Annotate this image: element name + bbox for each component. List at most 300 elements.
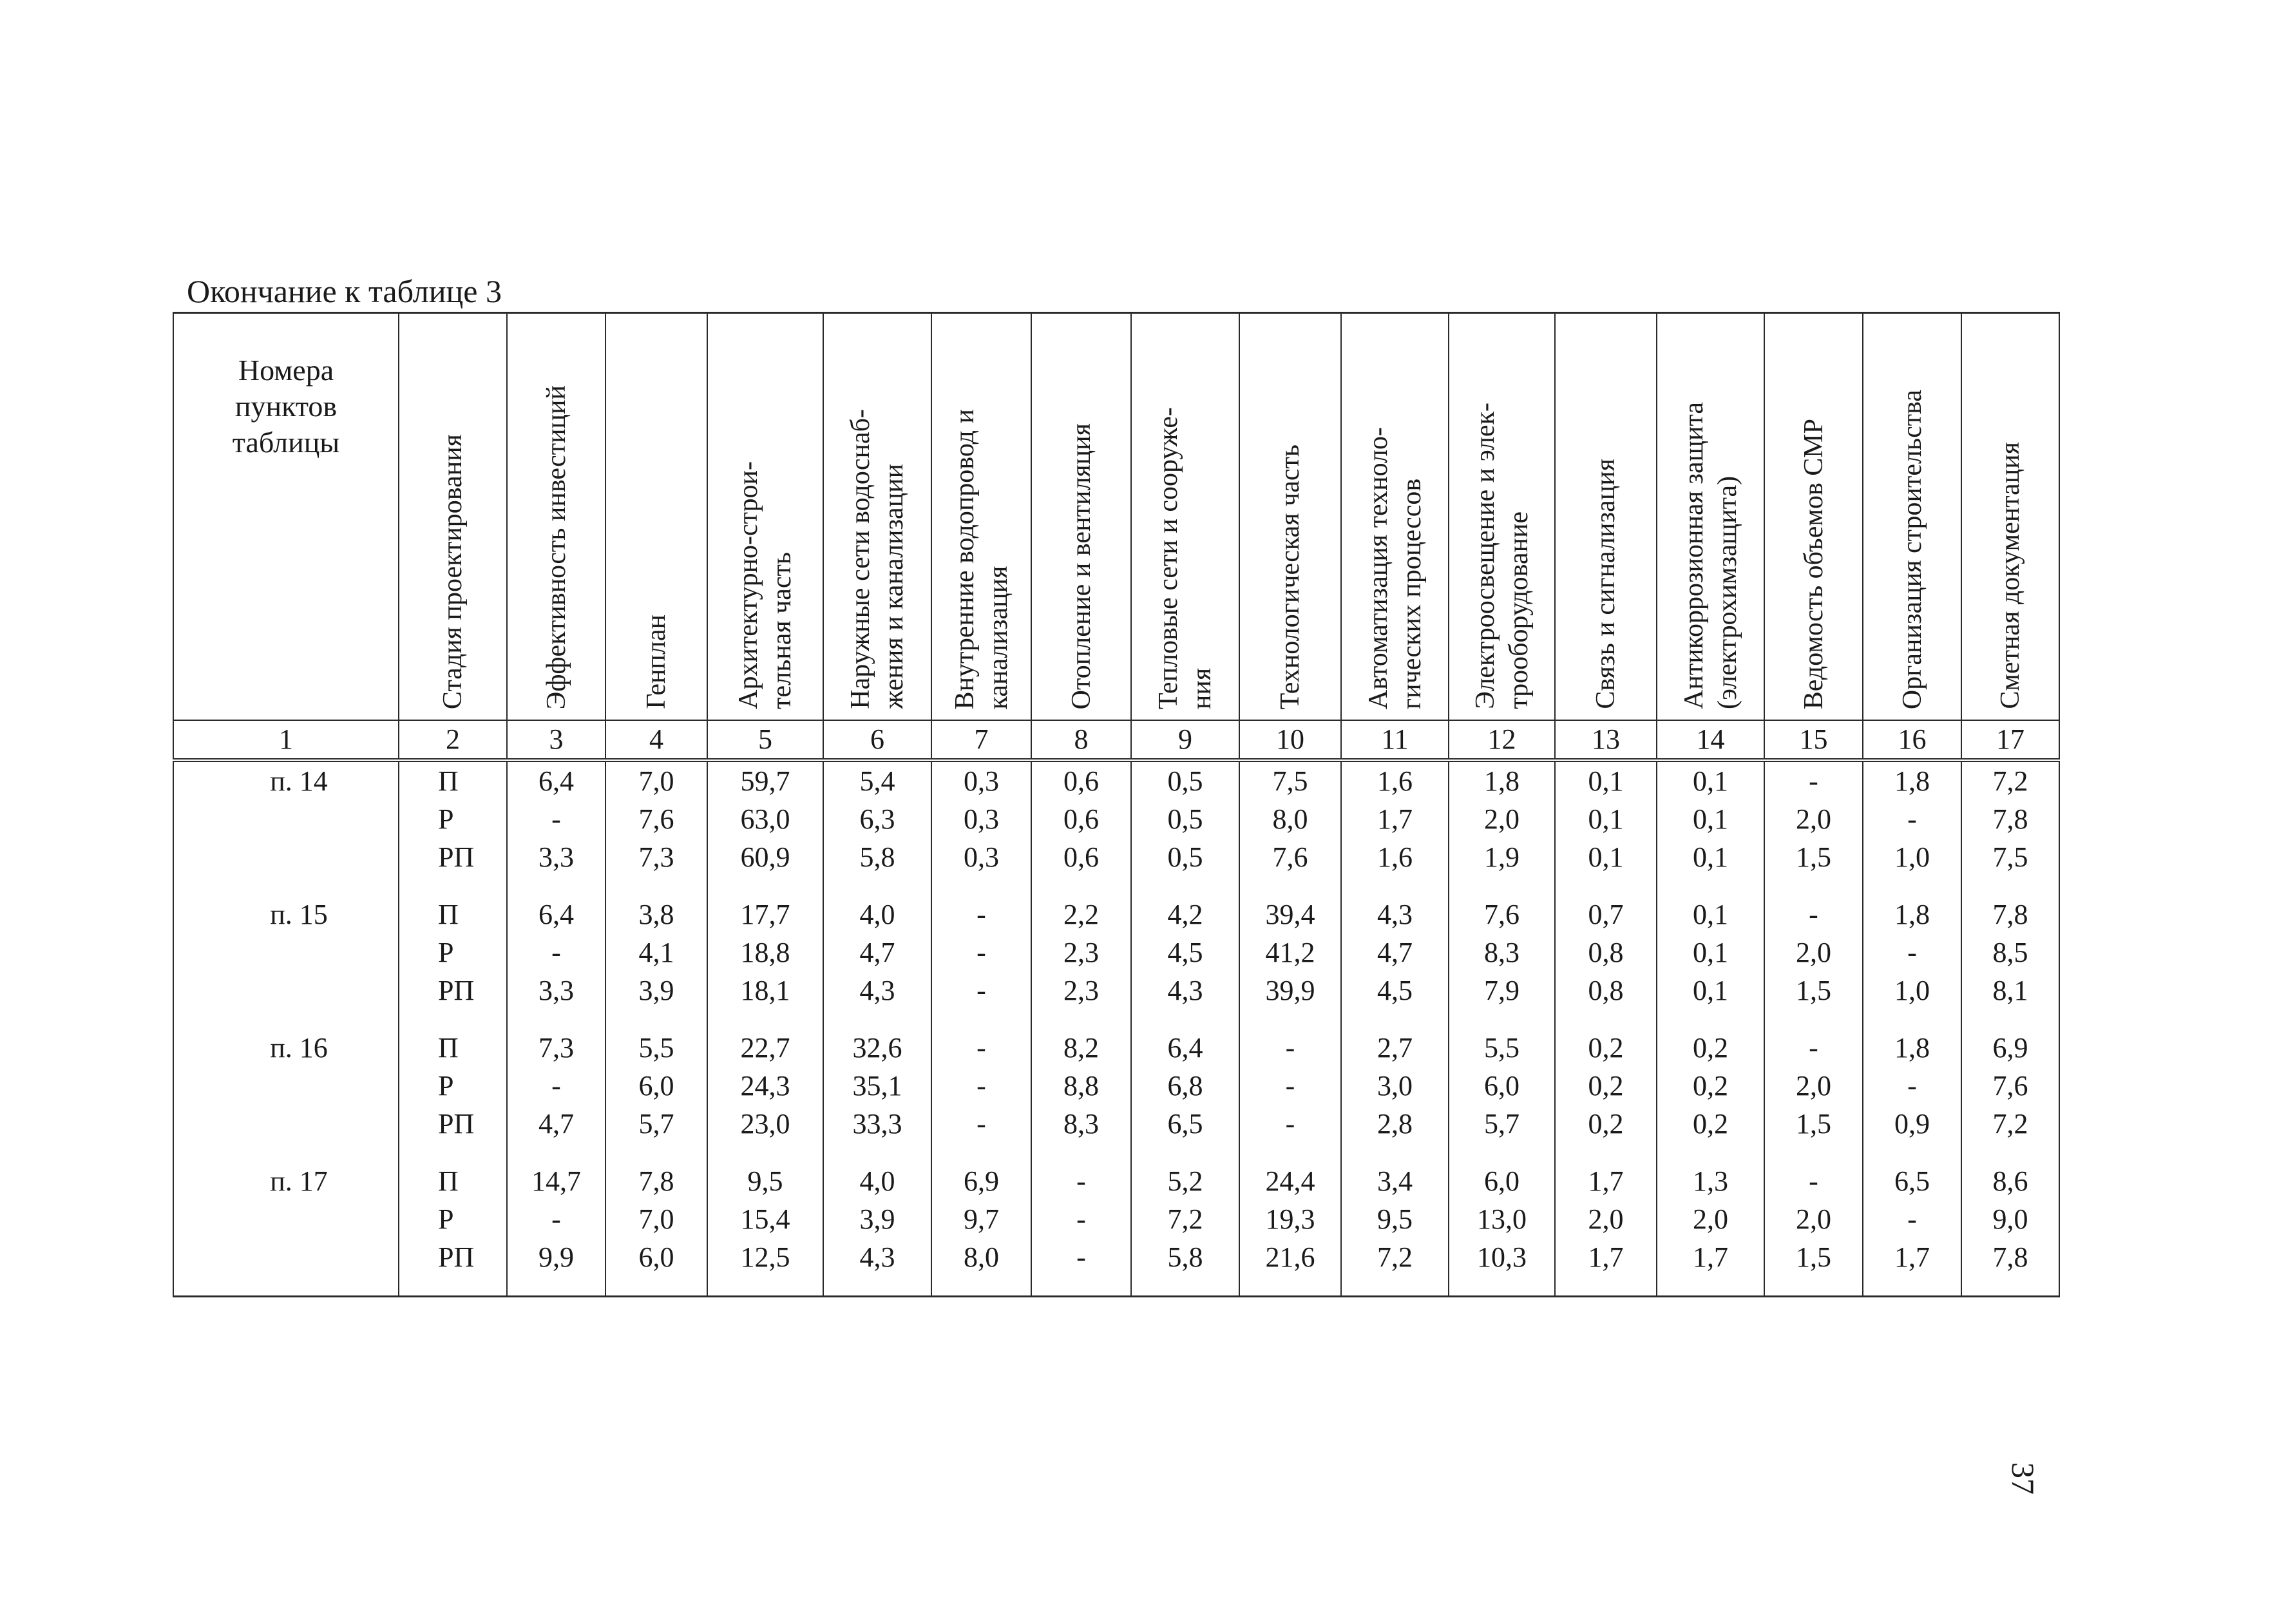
column-number: 6 xyxy=(823,720,931,760)
value: 3,8 xyxy=(638,899,674,930)
value-cell xyxy=(1131,1029,1239,1162)
value: 7,2 xyxy=(1992,1108,2028,1140)
value: 4,7 xyxy=(859,937,895,968)
value: 12,5 xyxy=(740,1241,790,1273)
column-header-label: Сметная документация xyxy=(1996,442,2025,709)
header-cell xyxy=(1239,313,1341,721)
value: 4,7 xyxy=(1377,937,1413,968)
header-cell xyxy=(399,313,507,721)
value: 4,5 xyxy=(1377,975,1413,1006)
value: 8,0 xyxy=(1272,803,1308,835)
value: 35,1 xyxy=(852,1070,902,1102)
value-cell xyxy=(823,1029,931,1162)
value-cell xyxy=(507,1029,605,1162)
stage-cell xyxy=(399,1162,507,1297)
value: - xyxy=(1907,1203,1917,1235)
value: 2,2 xyxy=(1063,899,1099,930)
value: 3,9 xyxy=(859,1203,895,1235)
header-cell xyxy=(1131,313,1239,721)
data-table xyxy=(173,312,2060,1297)
stage-label: Р xyxy=(438,937,454,968)
column-number: 11 xyxy=(1341,720,1449,760)
value: 9,9 xyxy=(538,1241,574,1273)
value-cell xyxy=(1131,895,1239,1029)
value-cell xyxy=(1764,895,1863,1029)
value: 0,3 xyxy=(964,841,999,873)
value: 1,7 xyxy=(1377,803,1413,835)
value: 1,6 xyxy=(1377,765,1413,797)
value: 1,3 xyxy=(1693,1165,1728,1197)
value: 0,3 xyxy=(964,803,999,835)
column-header-label: Стадия проектирования xyxy=(438,434,468,709)
column-header-label: Электроосвещение и элек- трооборудование xyxy=(1470,403,1534,709)
header-row xyxy=(173,313,2059,721)
value: 7,0 xyxy=(638,765,674,797)
value: 5,8 xyxy=(859,841,895,873)
value-cell xyxy=(1031,1162,1131,1297)
value: 4,5 xyxy=(1167,937,1203,968)
column-number: 4 xyxy=(605,720,707,760)
value: 6,4 xyxy=(538,765,574,797)
value: 6,5 xyxy=(1894,1165,1930,1197)
value: - xyxy=(977,937,986,968)
value: 9,5 xyxy=(1377,1203,1413,1235)
value-cell xyxy=(931,760,1031,895)
value: - xyxy=(977,1108,986,1140)
value: 1,0 xyxy=(1894,975,1930,1006)
value: 7,5 xyxy=(1272,765,1308,797)
value: 6,0 xyxy=(1484,1165,1520,1197)
value: 2,0 xyxy=(1484,803,1520,835)
value: 14,7 xyxy=(531,1165,581,1197)
value-cell xyxy=(1764,1162,1863,1297)
stage-label: РП xyxy=(438,975,475,1006)
column-header-label: Наружные сети водоснаб- жения и канализации xyxy=(846,409,909,709)
value: 1,7 xyxy=(1693,1241,1728,1273)
header-cell xyxy=(931,313,1031,721)
value-cell xyxy=(1031,760,1131,895)
header-cell xyxy=(1449,313,1555,721)
value-cell xyxy=(931,1029,1031,1162)
value: 6,0 xyxy=(638,1241,674,1273)
value: 24,3 xyxy=(740,1070,790,1102)
column-header-label: Архитектурно-строи- тельная часть xyxy=(734,461,797,709)
value: 0,2 xyxy=(1588,1108,1624,1140)
value: 6,3 xyxy=(859,803,895,835)
value: 4,0 xyxy=(859,1165,895,1197)
value: 0,1 xyxy=(1693,899,1728,930)
column-number: 12 xyxy=(1449,720,1555,760)
column-number: 3 xyxy=(507,720,605,760)
value: 7,9 xyxy=(1484,975,1520,1006)
value: 8,6 xyxy=(1992,1165,2028,1197)
item-number: п. 15 xyxy=(270,899,328,930)
value: 17,7 xyxy=(740,899,790,930)
header-cell xyxy=(1863,313,1961,721)
value: 7,8 xyxy=(1992,803,2028,835)
value: 8,1 xyxy=(1992,975,2028,1006)
value: 5,7 xyxy=(1484,1108,1520,1140)
value: - xyxy=(1285,1108,1295,1140)
value-cell xyxy=(1239,1162,1341,1297)
value: - xyxy=(1076,1241,1086,1273)
value: 7,8 xyxy=(638,1165,674,1197)
value: 15,4 xyxy=(740,1203,790,1235)
value-cell xyxy=(1961,760,2059,895)
value: 6,4 xyxy=(1167,1032,1203,1064)
value: 7,8 xyxy=(1992,1241,2028,1273)
header-cell xyxy=(507,313,605,721)
table-row xyxy=(173,895,2059,1029)
stage-label: Р xyxy=(438,803,454,835)
value: 0,5 xyxy=(1167,803,1203,835)
value-cell xyxy=(1657,1029,1764,1162)
value: 7,8 xyxy=(1992,899,2028,930)
item-number: п. 14 xyxy=(270,765,328,797)
value-cell xyxy=(605,895,707,1029)
value-cell xyxy=(1031,1029,1131,1162)
stage-label: П xyxy=(438,899,459,930)
column-header-label: Эффективность инвестиций xyxy=(541,385,571,709)
stage-label: Р xyxy=(438,1070,454,1102)
column-header-label: Антикоррозионная защита (электрохимзащита) xyxy=(1679,402,1742,709)
value: 4,3 xyxy=(859,1241,895,1273)
value: - xyxy=(551,1203,561,1235)
value: 0,6 xyxy=(1063,841,1099,873)
value-cell xyxy=(1449,1162,1555,1297)
value-cell xyxy=(1764,1029,1863,1162)
column-number: 5 xyxy=(707,720,823,760)
header-cell xyxy=(1764,313,1863,721)
value: - xyxy=(1907,803,1917,835)
value: 0,1 xyxy=(1588,841,1624,873)
value: 0,6 xyxy=(1063,765,1099,797)
value: 1,7 xyxy=(1588,1165,1624,1197)
value: 7,6 xyxy=(1484,899,1520,930)
header-cell-item-numbers xyxy=(173,313,399,721)
value-cell xyxy=(707,1162,823,1297)
value: 9,0 xyxy=(1992,1203,2028,1235)
value: - xyxy=(977,1070,986,1102)
value-cell xyxy=(1555,1029,1657,1162)
item-number-cell xyxy=(173,1162,399,1297)
stage-cell xyxy=(399,1029,507,1162)
value: 8,3 xyxy=(1484,937,1520,968)
value: 2,0 xyxy=(1796,1203,1831,1235)
column-header-label: Ведомость объемов СМР xyxy=(1798,418,1829,709)
value-cell xyxy=(1863,1029,1961,1162)
value: 1,5 xyxy=(1796,1108,1831,1140)
value: 4,1 xyxy=(638,937,674,968)
item-number-cell xyxy=(173,1029,399,1162)
value: 19,3 xyxy=(1265,1203,1315,1235)
value-cell xyxy=(1961,1162,2059,1297)
value-cell xyxy=(605,1162,707,1297)
value: 6,9 xyxy=(1992,1032,2028,1064)
value: 0,6 xyxy=(1063,803,1099,835)
value-cell xyxy=(931,1162,1031,1297)
value: 2,3 xyxy=(1063,937,1099,968)
value: 1,5 xyxy=(1796,841,1831,873)
value: 0,2 xyxy=(1693,1108,1728,1140)
value: - xyxy=(1809,1165,1818,1197)
value: 10,3 xyxy=(1477,1241,1527,1273)
value: - xyxy=(1076,1165,1086,1197)
value: 0,2 xyxy=(1588,1070,1624,1102)
value-cell xyxy=(1131,760,1239,895)
value-cell xyxy=(1961,1029,2059,1162)
value: 4,7 xyxy=(538,1108,574,1140)
value: 8,2 xyxy=(1063,1032,1099,1064)
value: - xyxy=(1809,765,1818,797)
value-cell xyxy=(1239,895,1341,1029)
value: 63,0 xyxy=(740,803,790,835)
value: 1,0 xyxy=(1894,841,1930,873)
value: 4,3 xyxy=(1377,899,1413,930)
value: 3,3 xyxy=(538,841,574,873)
value: 33,3 xyxy=(852,1108,902,1140)
column-header-label: Генплан xyxy=(642,615,671,709)
value-cell xyxy=(1449,895,1555,1029)
value: 0,8 xyxy=(1588,975,1624,1006)
value-cell xyxy=(1341,1029,1449,1162)
value-cell xyxy=(1863,760,1961,895)
value-cell xyxy=(707,760,823,895)
value: 9,7 xyxy=(964,1203,999,1235)
value: 2,0 xyxy=(1588,1203,1624,1235)
value: 5,7 xyxy=(638,1108,674,1140)
header-cell xyxy=(707,313,823,721)
value: 0,3 xyxy=(964,765,999,797)
column-number: 2 xyxy=(399,720,507,760)
value-cell xyxy=(1764,760,1863,895)
value: 8,0 xyxy=(964,1241,999,1273)
value: 0,1 xyxy=(1693,803,1728,835)
value-cell xyxy=(707,895,823,1029)
column-number: 15 xyxy=(1764,720,1863,760)
value-cell xyxy=(1961,895,2059,1029)
value: 18,1 xyxy=(740,975,790,1006)
value: 7,0 xyxy=(638,1203,674,1235)
item-number-cell xyxy=(173,760,399,895)
value: 1,8 xyxy=(1894,765,1930,797)
value: 0,5 xyxy=(1167,841,1203,873)
table-row xyxy=(173,760,2059,895)
item-number-cell xyxy=(173,895,399,1029)
value: 24,4 xyxy=(1265,1165,1315,1197)
value-cell xyxy=(823,1162,931,1297)
value: 4,3 xyxy=(859,975,895,1006)
value: 22,7 xyxy=(740,1032,790,1064)
value: 1,8 xyxy=(1894,899,1930,930)
stage-label: П xyxy=(438,765,459,797)
value: - xyxy=(977,1032,986,1064)
value-cell xyxy=(823,760,931,895)
column-number: 16 xyxy=(1863,720,1961,760)
value: 2,0 xyxy=(1796,937,1831,968)
value: 7,3 xyxy=(538,1032,574,1064)
value: 1,5 xyxy=(1796,975,1831,1006)
column-number: 1 xyxy=(173,720,399,760)
value-cell xyxy=(1555,895,1657,1029)
value: 1,5 xyxy=(1796,1241,1831,1273)
value: 0,2 xyxy=(1693,1070,1728,1102)
column-header-label: Организация строительства xyxy=(1897,389,1927,709)
stage-label: П xyxy=(438,1165,459,1197)
value: 7,3 xyxy=(638,841,674,873)
value: 39,4 xyxy=(1265,899,1315,930)
value: 7,2 xyxy=(1377,1241,1413,1273)
value: 6,0 xyxy=(638,1070,674,1102)
value: 6,4 xyxy=(538,899,574,930)
header-cell xyxy=(1555,313,1657,721)
value-cell xyxy=(823,895,931,1029)
value: 60,9 xyxy=(740,841,790,873)
value-cell xyxy=(1341,1162,1449,1297)
value-cell xyxy=(1341,760,1449,895)
value: 0,1 xyxy=(1693,841,1728,873)
value: 6,9 xyxy=(964,1165,999,1197)
value: 3,9 xyxy=(638,975,674,1006)
value: 23,0 xyxy=(740,1108,790,1140)
value: 2,7 xyxy=(1377,1032,1413,1064)
column-number: 8 xyxy=(1031,720,1131,760)
item-number: п. 16 xyxy=(270,1032,328,1064)
value: - xyxy=(1907,1070,1917,1102)
value: - xyxy=(1076,1203,1086,1235)
header-cell xyxy=(1341,313,1449,721)
value-cell xyxy=(605,760,707,895)
value: 0,1 xyxy=(1693,765,1728,797)
value-cell xyxy=(1657,760,1764,895)
value-cell xyxy=(931,895,1031,1029)
value: 1,6 xyxy=(1377,841,1413,873)
value-cell xyxy=(1863,1162,1961,1297)
value: 4,0 xyxy=(859,899,895,930)
value: 2,0 xyxy=(1796,1070,1831,1102)
stage-cell xyxy=(399,895,507,1029)
item-number: п. 17 xyxy=(270,1165,328,1197)
value: - xyxy=(977,975,986,1006)
column-number: 7 xyxy=(931,720,1031,760)
header-cell xyxy=(823,313,931,721)
value: 2,0 xyxy=(1796,803,1831,835)
value: - xyxy=(1285,1070,1295,1102)
header-cell xyxy=(1657,313,1764,721)
stage-label: РП xyxy=(438,841,475,873)
header-cell xyxy=(1961,313,2059,721)
value-cell xyxy=(1657,895,1764,1029)
value-cell xyxy=(507,1162,605,1297)
table-row xyxy=(173,1029,2059,1162)
value: 6,8 xyxy=(1167,1070,1203,1102)
value: 8,8 xyxy=(1063,1070,1099,1102)
value: 1,8 xyxy=(1894,1032,1930,1064)
value-cell xyxy=(1449,760,1555,895)
value: 1,8 xyxy=(1484,765,1520,797)
value: 3,4 xyxy=(1377,1165,1413,1197)
value: 7,6 xyxy=(1272,841,1308,873)
value: 0,1 xyxy=(1693,937,1728,968)
value: 59,7 xyxy=(740,765,790,797)
stage-label: РП xyxy=(438,1108,475,1140)
column-number-row xyxy=(173,720,2059,760)
value: - xyxy=(1285,1032,1295,1064)
value-cell xyxy=(1657,1162,1764,1297)
value-cell xyxy=(1239,760,1341,895)
column-number: 9 xyxy=(1131,720,1239,760)
value: 41,2 xyxy=(1265,937,1315,968)
value: 8,5 xyxy=(1992,937,2028,968)
value: 32,6 xyxy=(852,1032,902,1064)
value: 8,3 xyxy=(1063,1108,1099,1140)
value: 1,9 xyxy=(1484,841,1520,873)
value-cell xyxy=(1863,895,1961,1029)
value: 0,5 xyxy=(1167,765,1203,797)
table-caption: Окончание к таблице 3 xyxy=(187,273,502,309)
value: - xyxy=(1907,937,1917,968)
value: 6,5 xyxy=(1167,1108,1203,1140)
value-cell xyxy=(507,760,605,895)
value-cell xyxy=(1555,760,1657,895)
column-header-label: Технологическая часть xyxy=(1275,444,1305,709)
header-label: Номера пунктов таблицы xyxy=(232,354,340,459)
value: 1,7 xyxy=(1894,1241,1930,1273)
stage-label: П xyxy=(438,1032,459,1064)
value: 3,0 xyxy=(1377,1070,1413,1102)
value: 0,8 xyxy=(1588,937,1624,968)
column-header-label: Отопление и вентиляция xyxy=(1066,423,1096,709)
value: 2,8 xyxy=(1377,1108,1413,1140)
value: - xyxy=(551,937,561,968)
value: 4,3 xyxy=(1167,975,1203,1006)
value-cell xyxy=(507,895,605,1029)
stage-label: РП xyxy=(438,1241,475,1273)
header-cell xyxy=(605,313,707,721)
value-cell xyxy=(1031,895,1131,1029)
table-row xyxy=(173,1162,2059,1297)
value: 7,5 xyxy=(1992,841,2028,873)
stage-label: Р xyxy=(438,1203,454,1235)
header-cell xyxy=(1031,313,1131,721)
value: 18,8 xyxy=(740,937,790,968)
value: 0,1 xyxy=(1693,975,1728,1006)
page-number: 37 xyxy=(2005,1462,2041,1495)
column-header-label: Автоматизация техноло- гических процессов xyxy=(1363,426,1427,709)
column-header-label: Внутренние водопровод и канализация xyxy=(949,408,1013,709)
value: 4,2 xyxy=(1167,899,1203,930)
value: 9,5 xyxy=(747,1165,783,1197)
column-header-label: Тепловые сети и сооруже- ния xyxy=(1154,406,1217,709)
value: 2,0 xyxy=(1693,1203,1728,1235)
column-number: 17 xyxy=(1961,720,2059,760)
value: 7,2 xyxy=(1992,765,2028,797)
value: 2,3 xyxy=(1063,975,1099,1006)
value: 5,4 xyxy=(859,765,895,797)
value-cell xyxy=(1239,1029,1341,1162)
value: - xyxy=(551,803,561,835)
value: 39,9 xyxy=(1265,975,1315,1006)
value: 5,2 xyxy=(1167,1165,1203,1197)
value: 5,5 xyxy=(1484,1032,1520,1064)
value: 21,6 xyxy=(1265,1241,1315,1273)
value: 1,7 xyxy=(1588,1241,1624,1273)
value-cell xyxy=(605,1029,707,1162)
value: 0,2 xyxy=(1693,1032,1728,1064)
value: 0,7 xyxy=(1588,899,1624,930)
value-cell xyxy=(707,1029,823,1162)
column-number: 13 xyxy=(1555,720,1657,760)
